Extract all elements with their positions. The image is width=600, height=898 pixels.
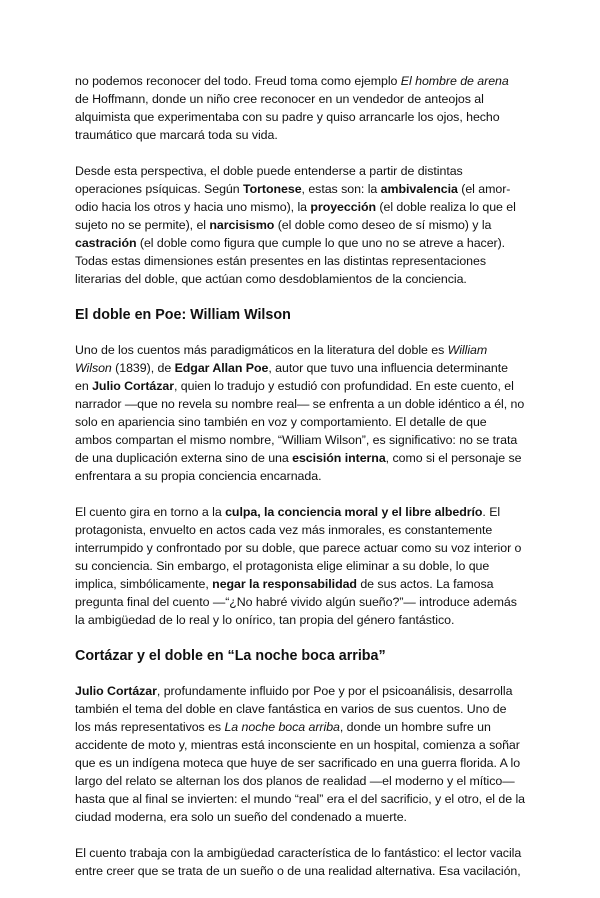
bold-text: escisión interna [292,451,386,465]
italic-text: El hombre de arena [400,74,509,88]
text-run: (el amor-odio hacia los otros y hacia uno mismo), la [75,182,511,214]
bold-text: Julio Cortázar [75,684,157,698]
body-paragraph [75,72,525,144]
bold-text: ambivalencia [380,182,458,196]
bold-text: culpa, la conciencia moral y el libre albedrío [225,505,483,519]
text-run: , donde un hombre sufre un accidente de moto y, mientras está inconsciente en un hospital, comienza a soñar que es un indígena moteca que huye de ser sacrificado en una guerra florida. A lo largo del relato se alternan los dos planos de realidad —el moderno y el mítico— hasta que al final se invierten: el mundo “real” era el del sacrificio, y el otro, el de la ciudad moderna, era solo un sueño del condenado a muerte. [75,720,526,824]
italic-text: La noche boca arriba [224,720,340,734]
text-run: (el doble como figura que cumple lo que uno no se atreve a hacer). Todas estas dimensiones están presentes en las distintas representaciones literarias del doble, que actúan como desdoblamientos de la conciencia. [75,236,506,286]
text-run: , quien lo tradujo y estudió con profundidad. En este cuento, el narrador —que no revela su nombre real— se enfrenta a un doble idéntico a él, no solo en apariencia sino también en voz y comportamiento. El detalle de que ambos compartan el mismo nombre, “William Wilson”, es significativo: no se trata de una duplicación externa sino de una [75,379,525,465]
text-run: , como si el personaje se enfrentara a su propia conciencia encarnada. [75,451,522,483]
document-body [75,72,525,898]
text-run: (1839), de [111,361,175,375]
body-paragraph [75,503,525,629]
bold-text: Tortonese [243,182,302,196]
bold-text: proyección [310,200,377,214]
body-paragraph [75,162,525,288]
bold-text: Julio Cortázar [92,379,174,393]
text-run: , profundamente influido por Poe y por el psicoanálisis, desarrolla también el tema del doble en clave fantástica en varios de sus cuentos. Uno de los más representativos es [75,684,513,734]
text-run: (el doble como deseo de sí mismo) y la [274,218,492,232]
text-run: Cortázar y el doble en “La noche boca arriba” [75,648,386,664]
body-paragraph [75,844,525,880]
bold-text: Edgar Allan Poe [174,361,269,375]
text-run: Desde esta perspectiva, el doble puede entenderse a partir de distintas operaciones psíquicas. Según [75,164,463,196]
bold-text: narcisismo [209,218,275,232]
text-run: de sus actos. La famosa pregunta final del cuento —“¿No habré vivido algún sueño?”— introduce además la ambigüedad de lo real y lo onírico, tan propia del género fantástico. [75,577,517,627]
body-paragraph [75,682,525,826]
section-heading [75,647,525,665]
text-run: El cuento trabaja con la ambigüedad característica de lo fantástico: el lector vacila entre creer que se trata de un sueño o de una realidad alternativa. Esa vacilación, [75,846,522,878]
section-heading [75,306,525,324]
text-run: , autor que tuvo una influencia determinante en [75,361,508,393]
bold-text: negar la responsabilidad [212,577,357,591]
text-run: de Hoffmann, donde un niño cree reconocer en un vendedor de anteojos al alquimista que experimentaba con su padre y quiso arrancarle los ojos, hecho traumático que marcará toda su vida. [75,92,500,142]
text-run: El cuento gira en torno a la [75,505,226,519]
text-run: . El protagonista, envuelto en actos cada vez más inmorales, es constantemente interrumpido y confrontado por su doble, que parece actuar como su voz interior o su conciencia. Sin embargo, el protagonista elige eliminar a su doble, lo que implica, simbólicamente, [75,505,522,591]
text-run: El doble en Poe: William Wilson [75,307,291,323]
italic-text: William Wilson [75,343,488,375]
text-run: (el doble realiza lo que el sujeto no se permite), el [75,200,516,232]
bold-text: castración [75,236,137,250]
text-run: Uno de los cuentos más paradigmáticos en la literatura del doble es [75,343,448,357]
body-paragraph [75,341,525,485]
text-run: , estas son: la [301,182,381,196]
text-run: no podemos reconocer del todo. Freud toma como ejemplo [75,74,401,88]
